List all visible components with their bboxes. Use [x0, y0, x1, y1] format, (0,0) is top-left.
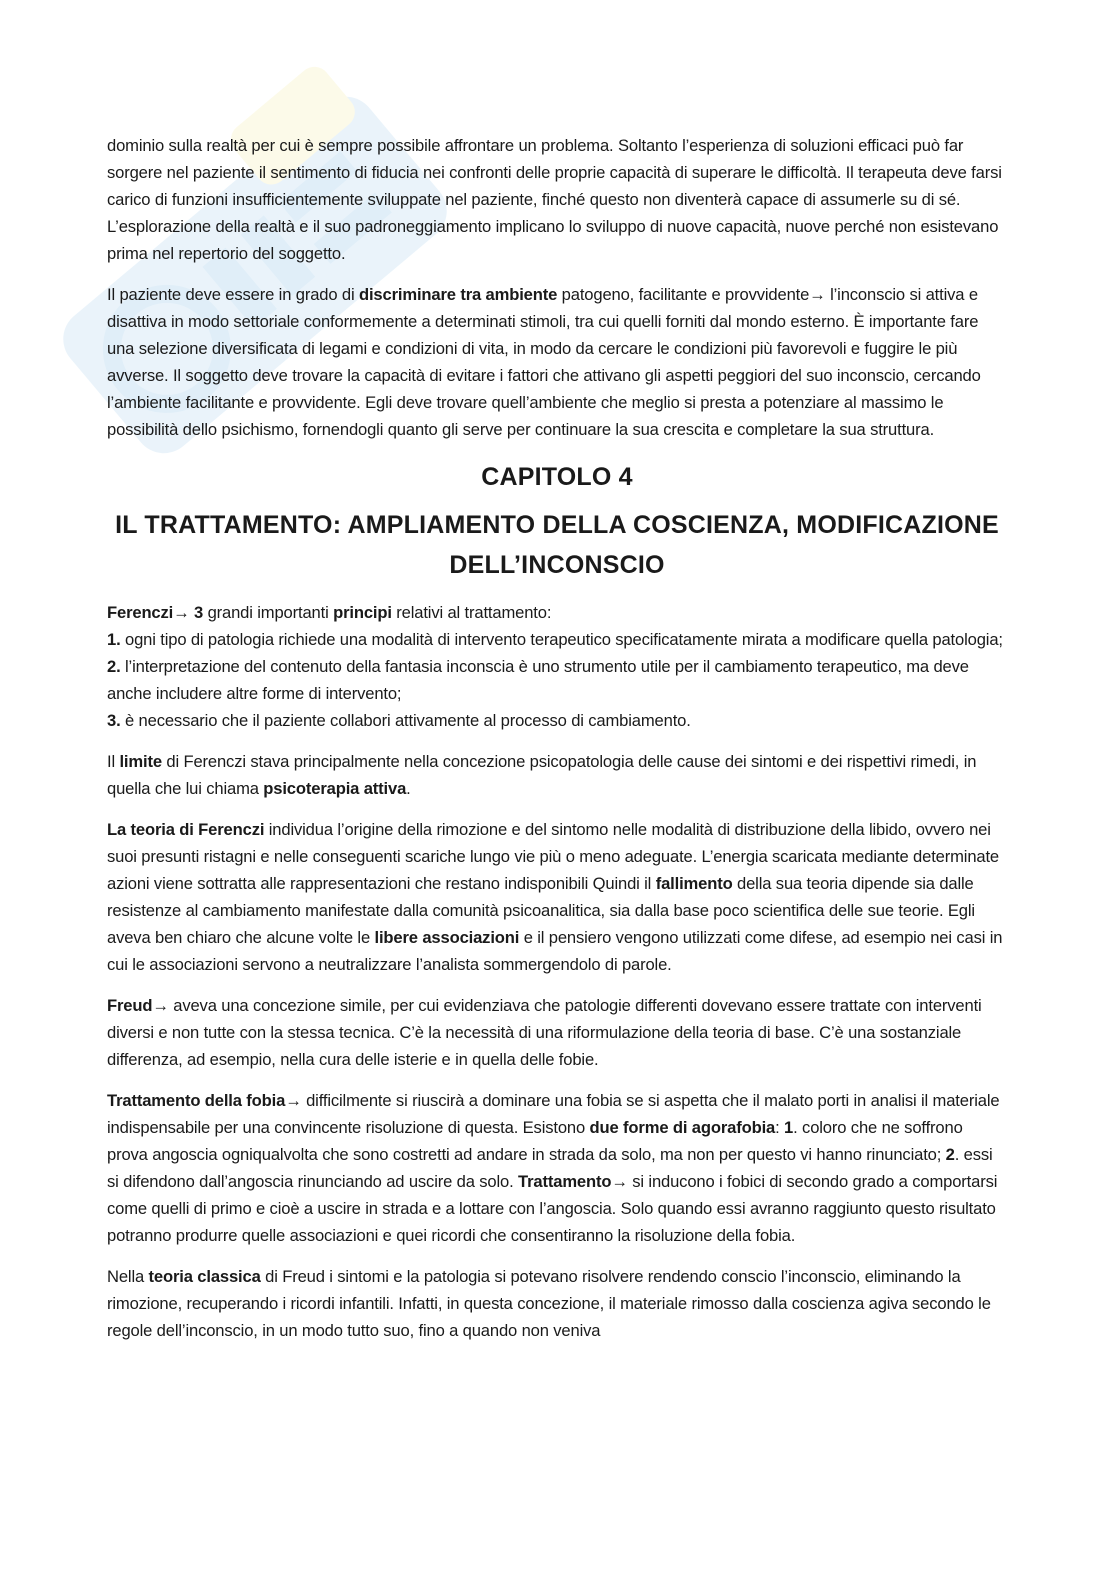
list-number: 2. [107, 657, 121, 676]
paragraph-environment [107, 281, 1007, 443]
bold-term: Ferenczi→ 3 [107, 603, 204, 622]
text: di Freud i sintomi e la patologia si potevano risolvere rendendo conscio l’inconscio, eliminando la rimozione, recuperando i ricordi infantili. Infatti, in questa concezione, il materiale rimosso dalla coscienza agiva secondo le regole dell’inconscio, in un modo tutto suo, fino a quando non veniva [107, 1267, 991, 1340]
text: Il paziente deve essere in grado di [107, 285, 359, 304]
text: e il pensiero vengono utilizzati come difese, ad esempio nei casi in cui le associazioni servono a neutralizzare l’analista sommergendolo di parole. [107, 928, 1003, 974]
text: di Ferenczi stava principalmente nella concezione psicopatologia delle cause dei sintomi e dei rispettivi rimedi, in quella che lui chiama [107, 752, 977, 798]
paragraph-teoria-classica [107, 1263, 1007, 1344]
paragraph-reality-dominion: dominio sulla realtà per cui è sempre possibile affrontare un problema. Soltanto l’esperienza di soluzioni efficaci può far sorgere nel paziente il sentimento di fiducia nei confronti delle proprie capacità di superare le difficoltà. Il terapeuta deve farsi carico di funzioni insufficientemente sviluppate nel paziente, finché questo non diventerà capace di assumerle su di sé. L’esplorazione della realtà e il suo padroneggiamento implicano lo sviluppo di nuove capacità, nuove perché non esistevano prima nel repertorio del soggetto. [107, 136, 1002, 263]
bold-term: 2 [945, 1145, 955, 1164]
ferenczi-principles [107, 599, 1007, 734]
paragraph-fobia [107, 1087, 1007, 1249]
text: relativi al trattamento: [391, 603, 552, 622]
list-item [107, 707, 1007, 734]
bold-term: libere associazioni [374, 928, 520, 947]
text: . coloro che ne soffrono prova angoscia ogniqualvolta che sono costretti ad andare in strada da solo, ma non per questo vi hanno rinunciato; [107, 1118, 963, 1164]
chapter-number: CAPITOLO 4 [481, 463, 633, 491]
text: . essi si difendono dall’angoscia rinunciando ad uscire da solo. [107, 1145, 993, 1191]
text: : [775, 1118, 785, 1137]
chapter-title: IL TRATTAMENTO: AMPLIAMENTO DELLA COSCIENZA, MODIFICAZIONE DELL’INCONSCIO [115, 511, 999, 579]
bold-term: teoria classica [148, 1267, 261, 1286]
text: individua l’origine della rimozione e del sintomo nelle modalità di distribuzione della libido, ovvero nei suoi presunti ristagni e nelle conseguenti scariche lungo vie più o meno adeguate. L’energia scaricata mediante determinate azioni viene sottratta alle rappresentazioni che restano indisponibili Quindi il [107, 820, 1000, 893]
bold-term: 1 [784, 1118, 794, 1137]
text: difficilmente si riuscirà a dominare una fobia se si aspetta che il malato porti in analisi il materiale indispensabile per una convincente risoluzione di questa. Esistono [107, 1091, 1000, 1137]
text: Il [107, 752, 120, 771]
text: aveva una concezione simile, per cui evidenziava che patologie differenti dovevano essere trattate con interventi diversi e non tutte con la stessa tecnica. C’è la necessità di una riformulazione della teoria di base. C’è una sostanziale differenza, ad esempio, nella cura delle isterie e in quella delle fobie. [107, 996, 982, 1069]
text: grandi importanti [203, 603, 334, 622]
list-number: 3. [107, 711, 121, 730]
bold-term: fallimento [655, 874, 733, 893]
list-text: l’interpretazione del contenuto della fantasia inconscia è uno strumento utile per il cambiamento terapeutico, ma deve anche includere altre forme di intervento; [107, 657, 969, 703]
text: della sua teoria dipende sia dalle resistenze al cambiamento manifestate dalla comunità psicoanalitica, sia dalla base poco scientifica delle sue teorie. Egli aveva ben chiaro che alcune volte le [107, 874, 975, 947]
list-number: 1. [107, 630, 121, 649]
bold-term: limite [119, 752, 162, 771]
paragraph-limite [107, 748, 1007, 802]
list-text: ogni tipo di patologia richiede una modalità di intervento terapeutico specificatamente mirata a modificare quella patologia; [120, 630, 1003, 649]
text: . [406, 779, 411, 798]
bold-term: La teoria di Ferenczi [107, 820, 265, 839]
paragraph-freud [107, 992, 1007, 1073]
text: patogeno, facilitante e provvidente→ l’inconscio si attiva e disattiva in modo settoriale conformemente a determinati stimoli, tra cui quelli forniti dal mondo esterno. È importante fare una selezione diversificata di legami e condizioni di vita, in modo da cercare le condizioni più favorevoli e fuggire le più avverse. Il soggetto deve trovare la capacità di evitare i fattori che attivano gli aspetti peggiori del suo inconscio, cercando l’ambiente facilitante e provvidente. Egli deve trovare quell’ambiente che meglio si presta a potenziare al massimo le possibilità dello psichismo, fornendogli quanto gli serve per continuare la sua crescita e completare la sua struttura. [107, 285, 981, 439]
bold-term: due forme di agorafobia [589, 1118, 776, 1137]
bold-term: Trattamento della fobia→ [107, 1091, 302, 1110]
list-item [107, 653, 1007, 707]
list-item [107, 626, 1007, 653]
bold-term: Freud→ [107, 996, 169, 1015]
bold-term: discriminare tra ambiente [358, 285, 558, 304]
text: si inducono i fobici di secondo grado a comportarsi come quelli di primo e cioè a uscire in strada e a lottare con l’angoscia. Solo quando essi avranno raggiunto questo risultato potranno produrre quelle associazioni e quei ricordi che consentiranno la risoluzione della fobia. [107, 1172, 998, 1245]
list-text: è necessario che il paziente collabori attivamente al processo di cambiamento. [120, 711, 691, 730]
document-page [107, 132, 1007, 1358]
bold-term: Trattamento→ [518, 1172, 628, 1191]
ferenczi-intro [107, 599, 1007, 626]
paragraph-teoria-ferenczi [107, 816, 1007, 978]
bold-term: principi [333, 603, 392, 622]
bold-term: psicoterapia attiva [263, 779, 407, 798]
text: Nella [107, 1267, 149, 1286]
